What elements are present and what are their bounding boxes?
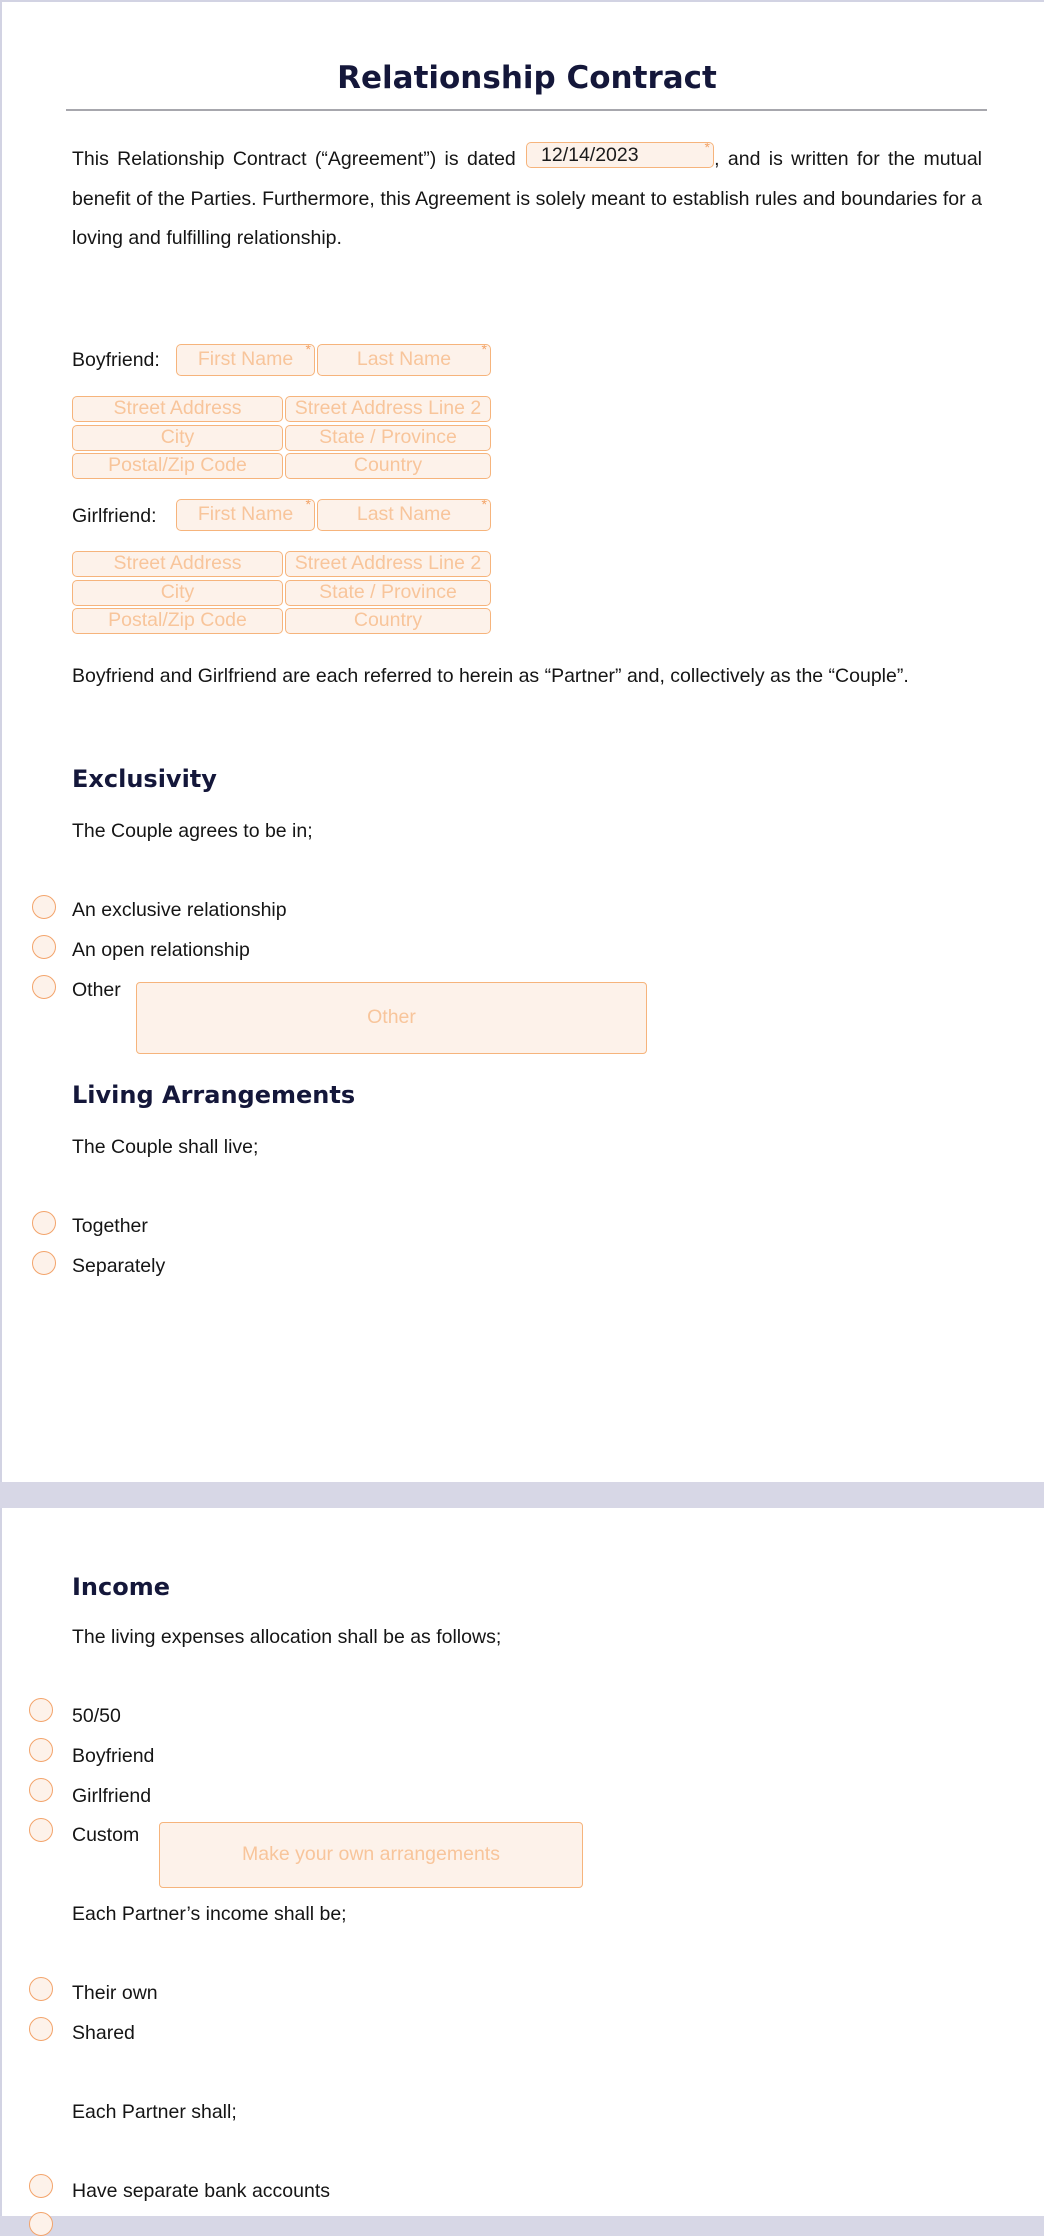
exclusive-radio[interactable] <box>32 895 56 919</box>
custom-arrangements-input[interactable]: Make your own arrangements <box>159 1822 583 1888</box>
girlfriend-label: Girlfriend: <box>72 505 157 527</box>
boyfriend-first-name-input[interactable] <box>176 344 315 376</box>
boyfriend-last-name-input[interactable] <box>317 344 491 376</box>
girlfriend-last-name-input[interactable] <box>317 499 491 531</box>
intro-after-date: , and is written for the mutual benefit of the Parties. Furthermore, this Agreement is solely meant to establish rules and boundaries for a loving and fulfilling relationship. <box>72 148 983 249</box>
exclusivity-prompt: The Couple agrees to be in; <box>72 820 313 842</box>
custom-allocation-radio[interactable] <box>29 1818 53 1842</box>
income-ownership-prompt: Each Partner’s income shall be; <box>72 1903 347 1925</box>
required-asterisk: * <box>481 344 487 357</box>
girlfriend-city-input[interactable]: City <box>72 580 283 606</box>
boyfriend-street-input[interactable]: Street Address <box>72 396 283 422</box>
girlfriend-first-name-input[interactable] <box>176 499 315 531</box>
girlfriend-street-input[interactable]: Street Address <box>72 551 283 577</box>
title-divider <box>66 109 987 111</box>
required-asterisk: * <box>481 499 487 512</box>
boyfriend-pays-radio[interactable] <box>29 1738 53 1762</box>
girlfriend-last-name-placeholder: Last Name <box>356 503 452 525</box>
boyfriend-street2-input[interactable]: Street Address Line 2 <box>285 396 491 422</box>
girlfriend-country-input[interactable]: Country <box>285 608 491 634</box>
living-heading: Living Arrangements <box>72 1081 356 1109</box>
boyfriend-state-input[interactable]: State / Province <box>285 425 491 451</box>
agreement-date-input[interactable] <box>526 142 714 168</box>
separate-accounts-radio[interactable] <box>29 2174 53 2198</box>
living-prompt: The Couple shall live; <box>72 1136 259 1158</box>
separately-option-label: Separately <box>72 1255 166 1277</box>
girlfriend-pays-label: Girlfriend <box>72 1785 152 1807</box>
girlfriend-state-input[interactable]: State / Province <box>285 580 491 606</box>
income-own-label: Their own <box>72 1982 158 2004</box>
income-shared-radio[interactable] <box>29 2017 53 2041</box>
together-option-label: Together <box>72 1215 148 1237</box>
agreement-date-value: 12/14/2023 <box>541 144 639 166</box>
separately-radio[interactable] <box>32 1251 56 1275</box>
document-title: Relationship Contract <box>337 60 717 96</box>
custom-allocation-label: Custom <box>72 1824 140 1846</box>
together-radio[interactable] <box>32 1211 56 1235</box>
other-option-label: Other <box>72 979 121 1001</box>
income-shared-label: Shared <box>72 2022 135 2044</box>
exclusivity-other-input[interactable]: Other <box>136 982 647 1054</box>
boyfriend-first-name-placeholder: First Name <box>197 348 294 370</box>
open-radio[interactable] <box>32 935 56 959</box>
boyfriend-last-name-placeholder: Last Name <box>356 348 452 370</box>
contract-page-2 <box>0 1508 1044 2216</box>
intro-before-date: This Relationship Contract (“Agreement”) is dated <box>72 148 516 170</box>
income-own-radio[interactable] <box>29 1977 53 2001</box>
required-asterisk: * <box>305 344 311 357</box>
required-asterisk: * <box>305 499 311 512</box>
separate-accounts-label: Have separate bank accounts <box>72 2180 330 2202</box>
split-5050-label: 50/50 <box>72 1705 121 1727</box>
boyfriend-country-input[interactable]: Country <box>285 453 491 479</box>
open-option-label: An open relationship <box>72 939 250 961</box>
boyfriend-postal-input[interactable]: Postal/Zip Code <box>72 453 283 479</box>
other-radio[interactable] <box>32 975 56 999</box>
income-prompt: The living expenses allocation shall be as follows; <box>72 1626 502 1648</box>
boyfriend-pays-label: Boyfriend <box>72 1745 155 1767</box>
bank-prompt: Each Partner shall; <box>72 2101 237 2123</box>
girlfriend-street2-input[interactable]: Street Address Line 2 <box>285 551 491 577</box>
girlfriend-first-name-placeholder: First Name <box>197 503 294 525</box>
couple-definition-text: Boyfriend and Girlfriend are each referred to herein as “Partner” and, collectively as the “Couple”. <box>72 665 909 687</box>
girlfriend-pays-radio[interactable] <box>29 1778 53 1802</box>
split-5050-radio[interactable] <box>29 1698 53 1722</box>
required-asterisk: * <box>704 142 710 155</box>
girlfriend-postal-input[interactable]: Postal/Zip Code <box>72 608 283 634</box>
exclusive-option-label: An exclusive relationship <box>72 899 287 921</box>
boyfriend-label: Boyfriend: <box>72 349 160 371</box>
exclusivity-heading: Exclusivity <box>72 765 217 793</box>
income-heading: Income <box>72 1573 171 1601</box>
boyfriend-city-input[interactable]: City <box>72 425 283 451</box>
